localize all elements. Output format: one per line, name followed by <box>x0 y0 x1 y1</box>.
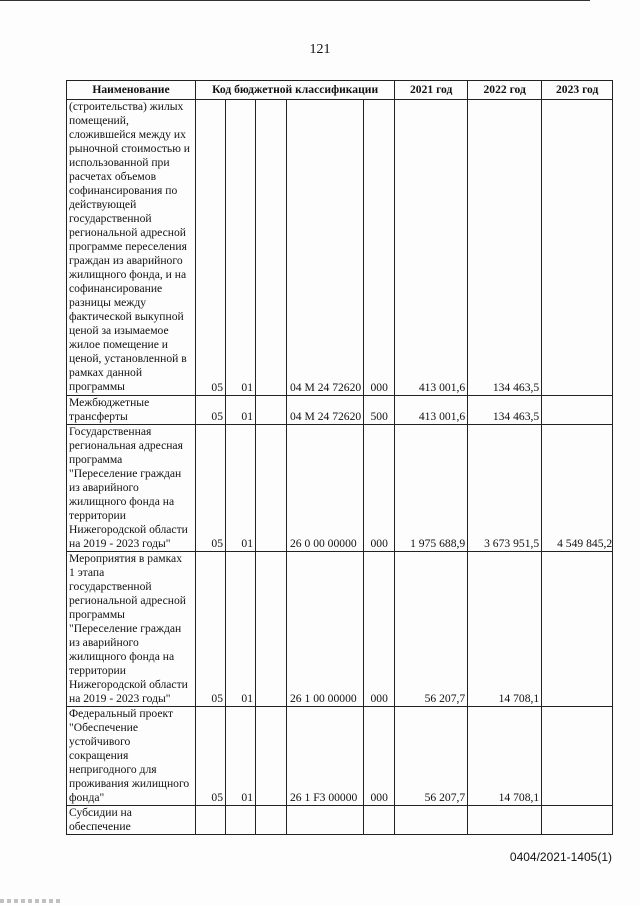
cell-cs: 26 0 00 00000 <box>287 425 364 552</box>
cell-y2021: 413 001,6 <box>395 100 468 396</box>
cell-rz: 05 <box>196 425 226 552</box>
cell-name: Межбюджетные трансферты <box>67 396 196 425</box>
header-name: Наименование <box>67 81 196 100</box>
page-number: 121 <box>309 42 331 57</box>
cell-pr: 01 <box>226 396 256 425</box>
cell-y2023 <box>542 707 613 806</box>
cell-y2022: 3 673 951,5 <box>468 425 542 552</box>
cell-y2021: 1 975 688,9 <box>395 425 468 552</box>
table-row <box>67 425 613 552</box>
cell-pr: 01 <box>226 552 256 707</box>
cell-rz <box>196 806 226 835</box>
table-header-row <box>67 81 613 100</box>
cell-cs <box>287 806 364 835</box>
header-2021: 2021 год <box>395 81 468 100</box>
cell-spacer <box>256 552 287 707</box>
cell-pr: 01 <box>226 707 256 806</box>
cell-vr: 000 <box>364 100 395 396</box>
table-row <box>67 806 613 835</box>
table-row <box>67 396 613 425</box>
table-row <box>67 707 613 806</box>
cell-y2023 <box>542 806 613 835</box>
cell-rz: 05 <box>196 396 226 425</box>
cell-spacer <box>256 425 287 552</box>
cell-vr: 000 <box>364 425 395 552</box>
cell-rz: 05 <box>196 707 226 806</box>
cell-spacer <box>256 100 287 396</box>
cell-pr: 01 <box>226 425 256 552</box>
cell-cs: 04 М 24 72620 <box>287 100 364 396</box>
cell-pr: 01 <box>226 100 256 396</box>
cell-cs: 26 1 F3 00000 <box>287 707 364 806</box>
header-budget-code: Код бюджетной классификации <box>196 81 395 100</box>
cell-spacer <box>256 806 287 835</box>
cell-name: Мероприятия в рамках 1 этапа государственной региональной адресной программы "Переселение граждан из аварийного жилищного фонда на территории Нижегородской области на 2019 - 2023 годы" <box>67 552 196 707</box>
cell-rz: 05 <box>196 100 226 396</box>
cell-cs: 04 М 24 72620 <box>287 396 364 425</box>
cell-y2023 <box>542 552 613 707</box>
cell-name: Федеральный проект "Обеспечение устойчивого сокращения непригодного для проживания жилищного фонда" <box>67 707 196 806</box>
cell-rz: 05 <box>196 552 226 707</box>
cell-vr <box>364 806 395 835</box>
cell-name: (строительства) жилых помещений, сложившейся между их рыночной стоимостью и использованной при расчетах объемов софинансирования по действующей государственной региональной адресной программе переселения граждан из аварийного жилищного фонда, и на софинансирование разницы между фактической выкупной ценой за изымаемое жилое помещение и ценой, установленной в рамках данной программы <box>67 100 196 396</box>
cell-y2021: 56 207,7 <box>395 552 468 707</box>
cell-y2021: 56 207,7 <box>395 707 468 806</box>
cell-y2022: 134 463,5 <box>468 100 542 396</box>
budget-table <box>66 80 613 835</box>
cell-spacer <box>256 707 287 806</box>
cell-y2022 <box>468 806 542 835</box>
cell-y2023: 4 549 845,2 <box>542 425 613 552</box>
cell-y2022: 134 463,5 <box>468 396 542 425</box>
cell-pr <box>226 806 256 835</box>
header-2023: 2023 год <box>542 81 613 100</box>
document-id: 0404/2021-1405(1) <box>509 850 612 864</box>
cell-y2023 <box>542 100 613 396</box>
cell-vr: 500 <box>364 396 395 425</box>
header-2022: 2022 год <box>468 81 542 100</box>
cell-name: Государственная региональная адресная программа "Переселение граждан из аварийного жилищного фонда на территории Нижегородской области на 2019 - 2023 годы" <box>67 425 196 552</box>
cell-vr: 000 <box>364 707 395 806</box>
cell-name: Субсидии на обеспечение <box>67 806 196 835</box>
page-edge-mark <box>0 899 60 903</box>
cell-vr: 000 <box>364 552 395 707</box>
cell-y2022: 14 708,1 <box>468 552 542 707</box>
cell-y2021: 413 001,6 <box>395 396 468 425</box>
top-border-line <box>0 0 590 1</box>
cell-spacer <box>256 396 287 425</box>
cell-y2021 <box>395 806 468 835</box>
table-row <box>67 552 613 707</box>
cell-y2022: 14 708,1 <box>468 707 542 806</box>
cell-y2023 <box>542 396 613 425</box>
table-row <box>67 100 613 396</box>
cell-cs: 26 1 00 00000 <box>287 552 364 707</box>
